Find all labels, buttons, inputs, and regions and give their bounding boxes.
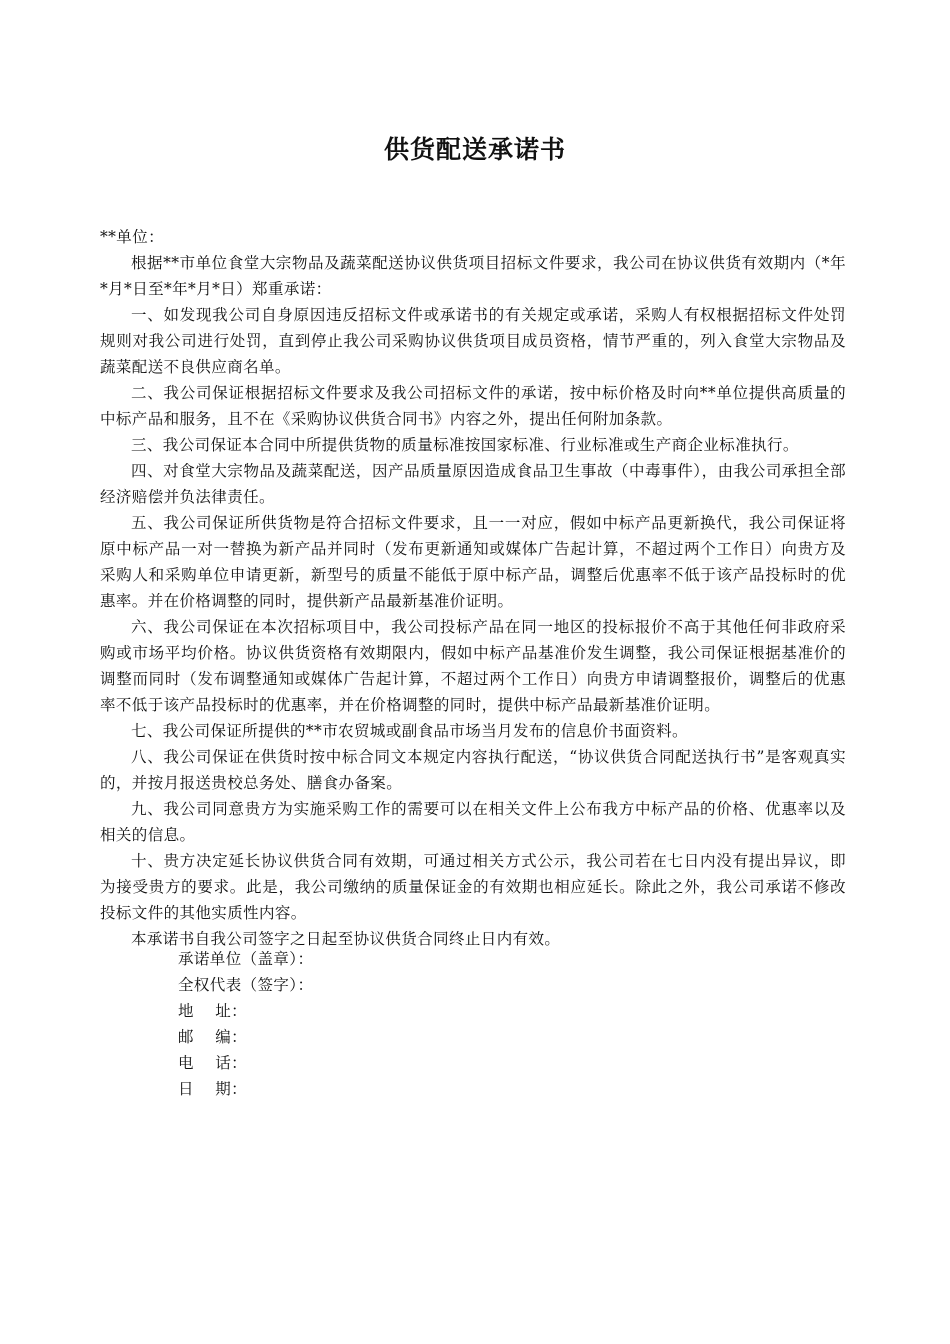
signature-address-field: 地 址： [178, 1002, 248, 1020]
signature-postcode-field: 邮 编： [178, 1028, 248, 1046]
paragraph-clause-2: 二、我公司保证根据招标文件要求及我公司招标文件的承诺，按中标价格及时向**单位提供高质量的中标产品和服务，且不在《采购协议供货合同书》内容之外，提出任何附加条款。 [100, 384, 846, 428]
signature-unit-field: 承诺单位（盖章）： [178, 950, 314, 968]
paragraph-clause-7: 七、我公司保证所提供的**市农贸城或副食品市场当月发布的信息价书面资料。 [131, 722, 688, 740]
addressee: **单位： [100, 228, 165, 246]
signature-block [178, 946, 313, 1102]
paragraph-clause-1: 一、如发现我公司自身原因违反招标文件或承诺书的有关规定或承诺，采购人有权根据招标文件处罚规则对我公司进行处罚，直到停止我公司采购协议供货项目成员资格，情节严重的，列入食堂大宗物品及蔬菜配送不良供应商名单。 [100, 306, 846, 376]
paragraph-intro: 根据**市单位食堂大宗物品及蔬菜配送协议供货项目招标文件要求，我公司在协议供货有效期内（*年*月*日至*年*月*日）郑重承诺： [100, 254, 846, 298]
paragraph-clause-10: 十、贵方决定延长协议供货合同有效期，可通过相关方式公示，我公司若在七日内没有提出异议，即为接受贵方的要求。此是，我公司缴纳的质量保证金的有效期也相应延长。除此之外，我公司承诺不修改投标文件的其他实质性内容。 [100, 852, 846, 922]
paragraph-clause-9: 九、我公司同意贵方为实施采购工作的需要可以在相关文件上公布我方中标产品的价格、优惠率以及相关的信息。 [100, 800, 846, 844]
document-body [100, 224, 846, 952]
paragraph-clause-8: 八、我公司保证在供货时按中标合同文本规定内容执行配送，“协议供货合同配送执行书”是客观真实的，并按月报送贵校总务处、膳食办备案。 [100, 748, 846, 792]
paragraph-clause-3: 三、我公司保证本合同中所提供货物的质量标准按国家标准、行业标准或生产商企业标准执行。 [131, 436, 799, 454]
paragraph-clause-4: 四、对食堂大宗物品及蔬菜配送，因产品质量原因造成食品卫生事故（中毒事件），由我公司承担全部经济赔偿并负法律责任。 [100, 462, 846, 506]
signature-phone-field: 电 话： [178, 1054, 248, 1072]
paragraph-clause-5: 五、我公司保证所供货物是符合招标文件要求，且一一对应，假如中标产品更新换代，我公司保证将原中标产品一对一替换为新产品并同时（发布更新通知或媒体广告起计算，不超过两个工作日）向贵方及采购人和采购单位申请更新，新型号的质量不能低于原中标产品，调整后优惠率不低于该产品投标时的优惠率。并在价格调整的同时，提供新产品最新基准价证明。 [100, 514, 846, 610]
paragraph-validity: 本承诺书自我公司签字之日起至协议供货合同终止日内有效。 [131, 930, 561, 948]
signature-date-field: 日 期： [178, 1080, 248, 1098]
document-title: 供货配送承诺书 [383, 135, 566, 164]
signature-representative-field: 全权代表（签字）： [178, 976, 314, 994]
paragraph-clause-6: 六、我公司保证在本次招标项目中，我公司投标产品在同一地区的投标报价不高于其他任何非政府采购或市场平均价格。协议供货资格有效期限内，假如中标产品基准价发生调整，我公司保证根据基准价的调整而同时（发布调整通知或媒体广告起计算，不超过两个工作日）向贵方申请调整报价，调整后的优惠率不低于该产品投标时的优惠率，并在价格调整的同时，提供中标产品最新基准价证明。 [100, 618, 846, 714]
